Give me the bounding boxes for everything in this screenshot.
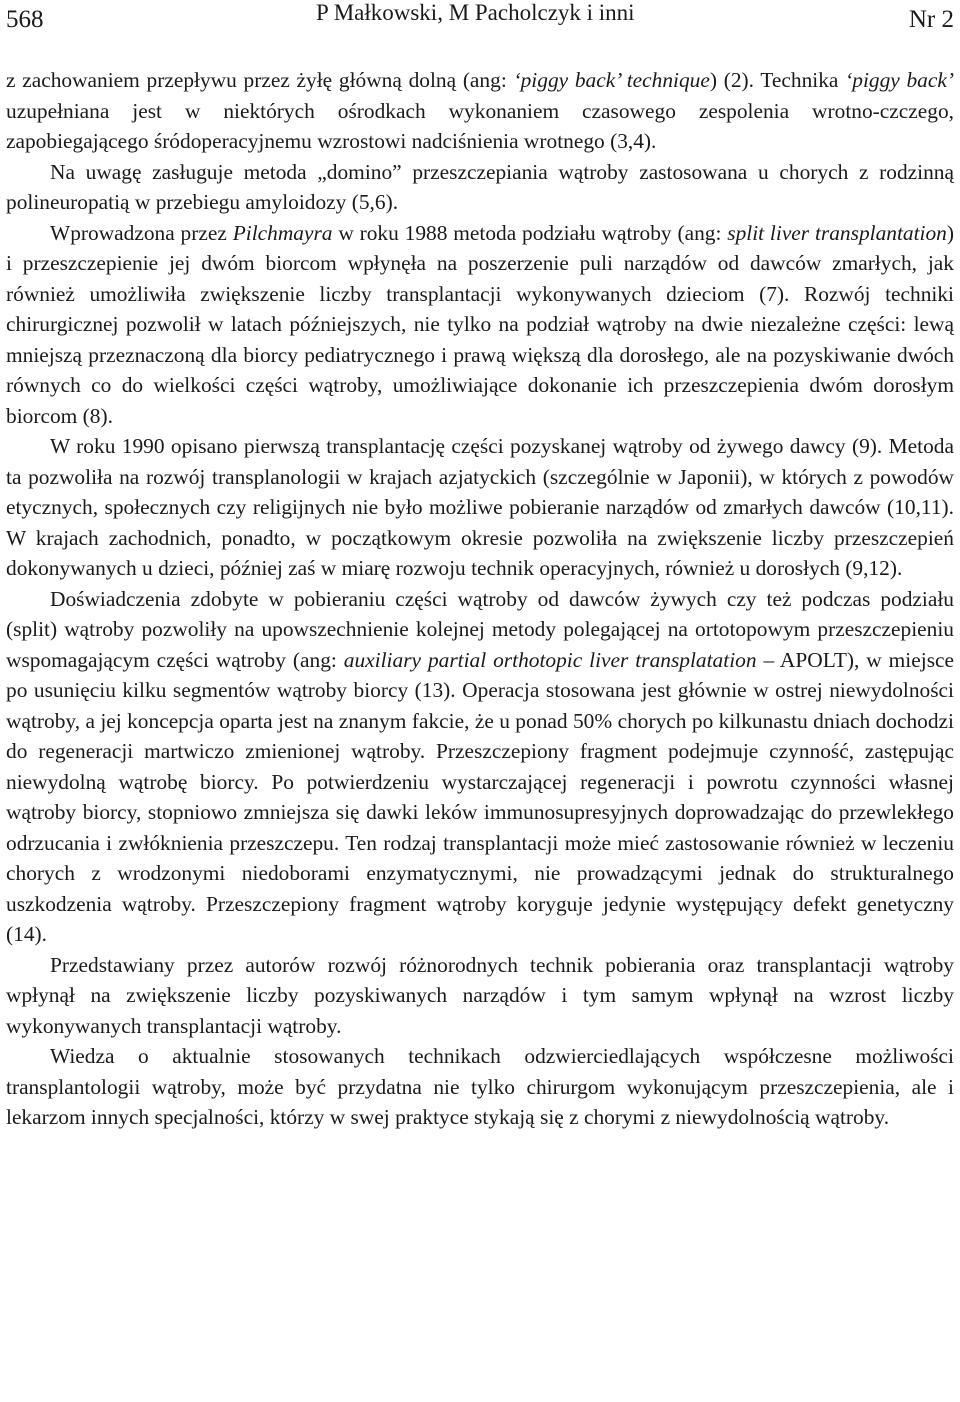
paragraph [6, 1041, 954, 1133]
text-run: z zachowaniem przepływu przez żyłę główną dolną (ang: [6, 68, 514, 92]
text-run: – APOLT), w miejsce po usunięciu kilku segmentów wątroby biorcy (13). Operacja stosowana jest głównie w ostrej niewydolności wątroby, a jej koncepcja oparta jest na znanym fakcie, że u ponad 50% chorych po kilkunastu dniach dochodzi do regeneracji martwiczo zmienionej wątroby. Przeszczepiony fragment podejmuje czynność, zastępując niewydolną wątrobę biorcy. Po potwierdzeniu wystarczającej regeneracji i powrotu czynności własnej wątroby biorcy, stopniowo zmniejsza się dawki leków immunosupresyjnych doprowadzając do przewlekłego odrzucania i zwłóknienia przeszczepu. Ten rodzaj transplantacji może mieć zastosowanie również w leczeniu chorych z wrodzonymi niedoborami enzymatycznymi, nie prowadzącymi jednak do strukturalnego uszkodzenia wątroby. Przeszczepiony fragment wątroby koryguje jedynie występujący defekt genetyczny (14). [6, 647, 955, 946]
text-run: ) i przeszczepienie jej dwóm biorcom wpłynęła na poszerzenie puli narządów od dawców zmarłych, jak również umożliwiła zwiększenie liczby transplantacji wykonywanych dzieciom (7). Rozwój techniki chirurgicznej pozwolił w latach późniejszych, nie tylko na podział wątroby na dwie niezależne części: lewą mniejszą przeznaczoną dla biorcy pediatrycznego i prawą większą dla dorosłego, ale na pozyskiwanie dwóch równych co do wielkości części wątroby, umożliwiające dokonanie ich przeszczepienia dwóm dorosłym biorcom (8). [6, 220, 955, 428]
text-run: W roku 1990 opisano pierwszą transplantację części pozyskanej wątroby od żywego dawcy (9). Metoda ta pozwoliła na rozwój transplanologii w krajach azjatyckich (szczególnie w Japonii), w których z powodów etycznych, społecznych czy religijnych nie było możliwe pobieranie narządów od zmarłych dawców (10,11). W krajach zachodnich, ponadto, w początkowym okresie pozwoliła na zwiększenie liczby przeszczepień dokonywanych u dzieci, później zaś w miarę rozwoju technik operacyjnych, również u dorosłych (9,12). [6, 434, 954, 580]
italic-term: ‘piggy back’ technique [513, 68, 710, 92]
page-number: 568 [6, 6, 44, 33]
text-run: Wiedza o aktualnie stosowanych technikach odzwierciedlających współczesne możliwości transplantologii wątroby, może być przydatna nie tylko chirurgom wykonującym przeszczepienia, ale i lekarzom innych specjalności, którzy w swej praktyce stykają się z chorymi z niewydolnością wątroby. [6, 1044, 954, 1129]
text-run: ) (2). Technika [709, 68, 846, 92]
issue-number: Nr 2 [908, 6, 954, 33]
text-run: w roku 1988 metoda podziału wątroby (ang: [332, 220, 728, 245]
italic-term: ‘piggy back’ [845, 68, 954, 92]
text-run: uzupełniana jest w niektórych ośrodkach wykonaniem czasowego zespolenia wrotno-czczego, zapobiegającego śródoperacyjnemu wzrostowi nadciśnienia wrotnego (3,4). [6, 98, 954, 153]
text-run: Przedstawiany przez autorów rozwój różnorodnych technik pobierania oraz transplantacji wątroby wpłynął na zwiększenie liczby pozyskiwanych narządów i tym samym wpłynął na wzrost liczby wykonywanych transplantacji wątroby. [6, 952, 954, 1038]
paragraph [6, 950, 954, 1042]
paragraph [6, 431, 954, 584]
paragraph [6, 65, 954, 157]
text-run: Wprowadzona przez [50, 220, 233, 245]
document-page [6, 0, 955, 1129]
running-head-authors: P Małkowski, M Pacholczyk i inni [316, 0, 635, 25]
italic-term: Pilchmayra [232, 220, 333, 245]
paragraph [6, 584, 954, 950]
running-head [6, 0, 954, 44]
italic-term: split liver transplantation [727, 220, 947, 245]
text-run: Na uwagę zasługuje metoda „domino” przeszczepiania wątroby zastosowana u chorych z rodzinną polineuropatią w przebiegu amyloidozy (5,6). [6, 159, 954, 214]
article-body [6, 65, 954, 1133]
paragraph [6, 218, 954, 432]
italic-term: auxiliary partial orthotopic liver transplatation [343, 647, 757, 672]
text-run: Doświadczenia zdobyte w pobieraniu części wątroby od dawców żywych czy też podczas podziału (split) wątroby pozwoliły na upowszechnienie kolejnej metody polegającej na ortotopowym przeszczepieniu wspomagającym części wątroby (ang: [6, 586, 954, 672]
paragraph [6, 157, 954, 218]
